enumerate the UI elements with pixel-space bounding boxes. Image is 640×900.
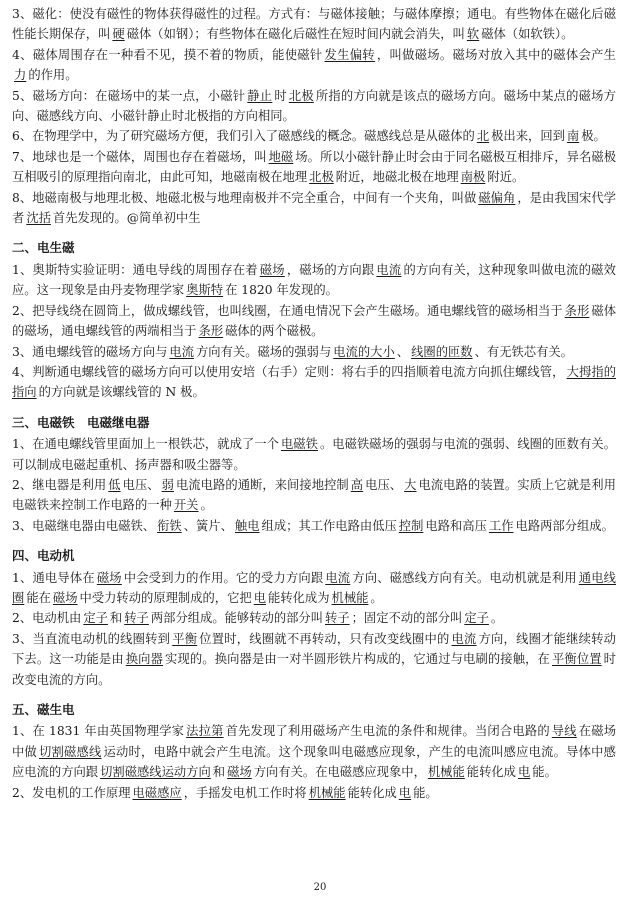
text-run: 磁体（如软铁）。 [481, 27, 574, 42]
section-heading [12, 700, 616, 720]
text-run: 实现的。换向器是由一对半圆形铁片构成的，它通过与电刷的接触，在 [165, 652, 550, 667]
text-run: 2、把导线绕在圆筒上，做成螺线管，也叫线圈，在通电情况下会产生磁场。通电螺线管的磁场相当于 [12, 303, 563, 318]
section-heading [12, 546, 616, 566]
text-run: 的方向有关，这种现象叫做电流的磁效应。这一现象是由丹麦物理学家 [12, 262, 616, 298]
text-run: 、 [396, 344, 410, 359]
fill-in-answer: 条形 [564, 303, 590, 318]
fill-in-answer: 定子 [83, 611, 108, 626]
text-run: 中受力转动的原理制成的，它把 [79, 590, 252, 605]
text-run: 方向、磁感线方向有关。电动机就是利用 [352, 570, 577, 585]
fill-in-answer: 控制 [398, 518, 424, 533]
text-run: 首先发现的。@简单初中生 [52, 211, 201, 226]
text-run: 4、判断通电螺线管的磁场方向可以使用安培（右手）定则：将右手的四指顺着电流方向抓住螺线管， [12, 364, 565, 379]
fill-in-answer: 南极 [460, 170, 486, 185]
fill-in-answer: 大 [404, 477, 417, 492]
text-run: 3、磁化：使没有磁性的物体获得磁性的过程。方式有：与磁体接触；与磁体摩擦；通电。有些物体在磁化后磁性能长期保存，叫 [12, 7, 616, 42]
text-run: 附近，地磁北极在地理 [335, 170, 459, 185]
paragraph [12, 516, 616, 536]
fill-in-answer: 大拇指的指向 [12, 364, 616, 400]
paragraph [12, 342, 616, 362]
text-run: 8、地磁南极与地理北极、地磁北极与地理南极并不完全重合，中间有一个夹角，叫做 [12, 190, 477, 205]
fill-in-answer: 发生偏转 [324, 47, 375, 62]
text-run: 电流电路的通断，来间接地控制 [175, 477, 349, 492]
fill-in-answer: 南 [566, 129, 580, 144]
text-run: 能。 [413, 785, 438, 800]
text-run: 能转化成 [466, 765, 516, 780]
text-run: ；固定不动的部分叫 [351, 611, 463, 626]
text-run: 和 [212, 765, 226, 780]
fill-in-answer: 磁场 [227, 765, 252, 780]
paragraph [12, 434, 616, 475]
paragraph [12, 475, 616, 516]
text-run: 附近。 [487, 170, 525, 185]
text-run: 场。所以小磁针静止时会由于同名磁极互相排斥，异名磁极互相吸引的原理指向南北，由此可知，地磁南极在地理 [12, 149, 616, 185]
fill-in-answer: 切割磁感线 [39, 744, 102, 759]
text-run: 和 [109, 611, 123, 626]
document-body [12, 4, 616, 803]
fill-in-answer: 平衡位置 [551, 652, 602, 667]
fill-in-answer: 电流 [376, 262, 402, 277]
paragraph [12, 301, 616, 342]
paragraph [12, 188, 616, 229]
fill-in-answer: 电流 [325, 570, 351, 585]
text-run: 5、磁场方向：在磁场中的某一点，小磁针 [12, 88, 246, 103]
text-run: 1、在 1831 年由英国物理学家 [12, 724, 185, 739]
text-run: 1、通电导体在 [12, 570, 95, 585]
text-run: 三、电磁铁 电磁继电器 [12, 414, 150, 430]
paragraph [12, 45, 616, 86]
page-number: 20 [313, 882, 327, 893]
text-run: 能在 [26, 590, 51, 605]
fill-in-answer: 转子 [325, 611, 350, 626]
text-run: 时改变电流的方向。 [12, 652, 616, 687]
fill-in-answer: 电磁铁 [280, 437, 318, 452]
fill-in-answer: 地磁 [268, 149, 294, 164]
fill-in-answer: 北极 [309, 170, 334, 185]
text-run: 、簧片、 [183, 518, 233, 533]
fill-in-answer: 磁场 [259, 262, 285, 277]
section-heading [12, 238, 616, 258]
paragraph [12, 568, 616, 609]
text-run: 二、电生磁 [12, 240, 75, 256]
text-run: 的方向就是该螺线管的 N 极。 [38, 385, 205, 400]
text-run: 4、磁体周围存在一种看不见，摸不着的物质，能使磁针 [12, 47, 323, 62]
fill-in-answer: 电流 [169, 344, 194, 359]
fill-in-answer: 定子 [464, 611, 489, 626]
text-run: ，手摇发电机工作时将 [183, 785, 307, 800]
text-run: 所指的方向就是该点的磁场方向。磁场中某点的磁场方向、磁感线方向、小磁针静止时北极指的方向相同。 [12, 88, 616, 124]
fill-in-answer: 触电 [234, 518, 260, 533]
fill-in-answer: 工作 [488, 518, 514, 533]
text-run: 磁体（如钢）；有些物体在磁化后磁性在短时间内就会消失，叫 [126, 27, 465, 42]
fill-in-answer: 线圈的匝数 [411, 344, 473, 359]
text-run: 方向，线圈才能继续转动下去。这一功能是由 [12, 631, 616, 667]
text-run: ，叫做磁场。磁场对放入其中的磁体会产生 [376, 47, 616, 62]
fill-in-answer: 法拉第 [186, 724, 224, 739]
text-run: 3、通电螺线管的磁场方向与 [12, 344, 168, 359]
fill-in-answer: 奥斯特 [186, 283, 224, 298]
text-run: ，是由我国宋代学者 [12, 190, 616, 226]
paragraph [12, 260, 616, 301]
text-run: 1、在通电螺线管里面加上一根铁芯，就成了一个 [12, 437, 279, 452]
paragraph [12, 4, 616, 45]
text-run: 电流电路的装置。实质上它就是利用电磁铁来控制工作电路的一种 [12, 477, 616, 513]
fill-in-answer: 导线 [551, 724, 577, 739]
fill-in-answer: 条形 [198, 324, 224, 339]
text-run: 电路两部分组成。 [515, 518, 614, 533]
fill-in-answer: 电 [398, 785, 412, 800]
paragraph [12, 126, 616, 146]
fill-in-answer: 机械能 [427, 765, 465, 780]
text-run: 。 [200, 498, 213, 513]
fill-in-answer: 通电线圈 [12, 570, 616, 605]
text-run: 组成；其工作电路由低压 [261, 518, 397, 533]
text-run: 3、当直流电动机的线圈转到 [12, 631, 171, 646]
text-run: 运动时，电路中就会产生电流。这个现象叫电磁感应现象，产生的电流叫感应电流。导体中感应电流的方向跟 [12, 744, 616, 780]
fill-in-answer: 切割磁感线运动方向 [100, 765, 211, 780]
text-run: 电压、 [122, 477, 160, 492]
fill-in-answer: 机械能 [331, 590, 369, 605]
fill-in-answer: 电流 [451, 631, 477, 646]
fill-in-answer: 机械能 [308, 785, 346, 800]
fill-in-answer: 高 [350, 477, 364, 492]
text-run: 7、地球也是一个磁体，周围也存在着磁场，叫 [12, 149, 267, 164]
text-run: 位置时，线圈就不再转动，只有改变线圈中的 [199, 631, 450, 646]
fill-in-answer: 转子 [124, 611, 149, 626]
text-run: 四、电动机 [12, 548, 75, 564]
text-run: 时 [274, 88, 287, 103]
text-run: 、有无铁芯有关。 [474, 344, 573, 359]
paragraph [12, 608, 616, 628]
text-run: 极出来，回到 [491, 129, 565, 144]
paragraph [12, 147, 616, 188]
fill-in-answer: 静止 [247, 88, 273, 103]
text-run: 能。 [532, 765, 557, 780]
fill-in-answer: 平衡 [172, 631, 198, 646]
fill-in-answer: 电流的大小 [333, 344, 395, 359]
fill-in-answer: 换向器 [125, 652, 164, 667]
text-run: 的作用。 [28, 68, 78, 83]
text-run: 磁体的磁场，通电螺线管的两端相当于 [12, 303, 616, 339]
text-run: 方向有关。磁场的强弱与 [196, 344, 332, 359]
text-run: 极。 [581, 129, 606, 144]
fill-in-answer: 北 [476, 129, 490, 144]
text-run: 。 [370, 590, 383, 605]
fill-in-answer: 低 [108, 477, 121, 492]
text-run: 两部分组成。能够转动的部分叫 [150, 611, 324, 626]
fill-in-answer: 磁偏角 [478, 190, 516, 205]
fill-in-answer: 磁场 [96, 570, 122, 585]
fill-in-answer: 电 [253, 590, 267, 605]
text-run: 中会受到力的作用。它的受力方向跟 [123, 570, 324, 585]
text-run: 能转化成为 [268, 590, 330, 605]
fill-in-answer: 磁场 [52, 590, 78, 605]
text-run: ，磁场的方向跟 [286, 262, 375, 277]
text-run: 方向有关。在电磁感应现象中， [253, 765, 426, 780]
text-run: 首先发现了利用磁场产生电流的条件和规律。当闭合电路的 [225, 724, 550, 739]
text-run: 1、奥斯特实验证明：通电导线的周围存在着 [12, 262, 258, 277]
text-run: 电路和高压 [425, 518, 487, 533]
section-heading [12, 413, 616, 433]
fill-in-answer: 开关 [173, 498, 199, 513]
text-run: 3、电磁继电器由电磁铁、 [12, 518, 156, 533]
text-run: 电压、 [365, 477, 403, 492]
fill-in-answer: 衔铁 [157, 518, 182, 533]
fill-in-answer: 沈括 [26, 211, 51, 226]
fill-in-answer: 电磁感应 [132, 785, 182, 800]
paragraph [12, 783, 616, 803]
paragraph [12, 86, 616, 127]
paragraph [12, 362, 616, 403]
text-run: 五、磁生电 [12, 702, 75, 717]
text-run: 能转化成 [347, 785, 397, 800]
text-run: 磁体的两个磁极。 [225, 324, 324, 339]
text-run: 在磁场中做 [12, 724, 616, 759]
fill-in-answer: 力 [14, 68, 27, 83]
text-run: 2、发电机的工作原理 [12, 785, 131, 800]
text-run: 2、继电器是利用 [12, 477, 107, 492]
paragraph [12, 721, 616, 782]
text-run: 6、在物理学中，为了研究磁场方便，我们引入了磁感线的概念。磁感线总是从磁体的 [12, 129, 475, 144]
fill-in-answer: 弱 [161, 477, 174, 492]
text-run: 在 1820 年发现的。 [225, 283, 338, 298]
text-run: 2、电动机由 [12, 611, 82, 626]
fill-in-answer: 硬 [112, 27, 125, 42]
text-run: 。 [490, 611, 504, 626]
fill-in-answer: 电 [517, 765, 531, 780]
paragraph [12, 629, 616, 690]
fill-in-answer: 软 [466, 27, 480, 42]
text-run: 。电磁铁磁场的强弱与电流的强弱、线圈的匝数有关。可以制成电磁起重机、扬声器和吸尘器等。 [12, 437, 616, 472]
fill-in-answer: 北极 [288, 88, 314, 103]
